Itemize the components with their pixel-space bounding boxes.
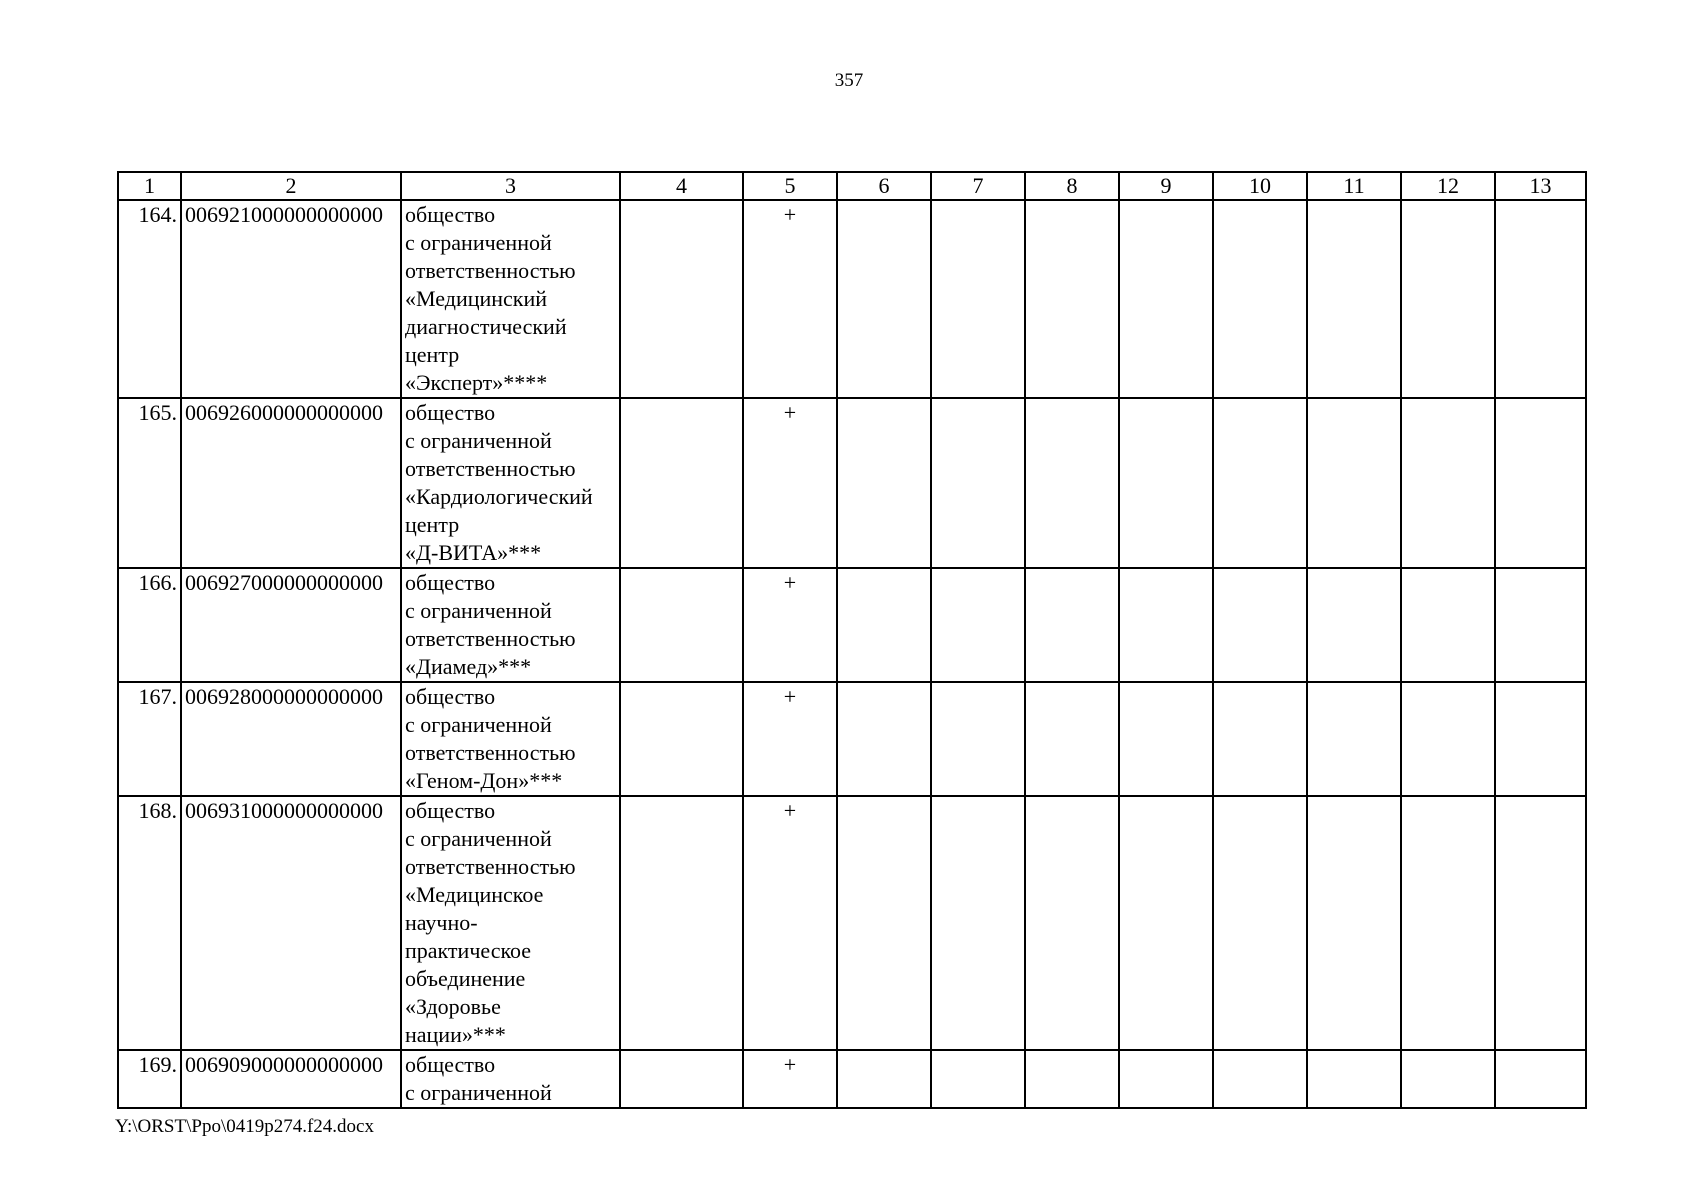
row-name-line: общество: [405, 1052, 496, 1077]
row-col5-mark-cell: +: [743, 796, 837, 1050]
table-row: [118, 1050, 1586, 1108]
row-col11-cell: [1307, 568, 1401, 682]
row-col5-mark-cell: +: [743, 682, 837, 796]
row-col9-cell: [1119, 796, 1213, 1050]
row-col7-cell: [931, 682, 1025, 796]
row-col7-cell: [931, 796, 1025, 1050]
header-cell: 7: [931, 172, 1025, 200]
row-name-line: «Медицинский: [405, 286, 548, 311]
header-cell: 3: [401, 172, 620, 200]
row-col4-cell: [620, 1050, 743, 1108]
row-code-cell: 006928000000000000: [181, 682, 401, 796]
data-table: [117, 171, 1587, 1109]
header-cell: 9: [1119, 172, 1213, 200]
row-name-line: «Диамед»***: [405, 654, 532, 679]
row-col4-cell: [620, 398, 743, 568]
row-col4-cell: [620, 200, 743, 398]
row-col11-cell: [1307, 398, 1401, 568]
row-code-cell: 006909000000000000: [181, 1050, 401, 1108]
row-name-line: общество: [405, 798, 496, 823]
row-col9-cell: [1119, 682, 1213, 796]
row-code-cell: 006926000000000000: [181, 398, 401, 568]
header-cell: 6: [837, 172, 931, 200]
header-cell: 10: [1213, 172, 1307, 200]
row-name-line: с ограниченной: [405, 428, 552, 453]
table-row: [118, 398, 1586, 568]
row-col10-cell: [1213, 682, 1307, 796]
row-col8-cell: [1025, 682, 1119, 796]
row-col13-cell: [1495, 1050, 1586, 1108]
row-name-line: ответственностью: [405, 740, 576, 765]
row-col8-cell: [1025, 796, 1119, 1050]
row-name-line: центр: [405, 342, 460, 367]
table-row: [118, 682, 1586, 796]
row-col8-cell: [1025, 1050, 1119, 1108]
row-col8-cell: [1025, 568, 1119, 682]
row-col13-cell: [1495, 796, 1586, 1050]
row-col13-cell: [1495, 568, 1586, 682]
row-col11-cell: [1307, 1050, 1401, 1108]
header-cell: 5: [743, 172, 837, 200]
row-name-line: практическое: [405, 938, 532, 963]
row-col6-cell: [837, 200, 931, 398]
row-name-line: «Здоровье: [405, 994, 501, 1019]
row-col12-cell: [1401, 1050, 1495, 1108]
header-cell: 1: [118, 172, 181, 200]
header-cell: 11: [1307, 172, 1401, 200]
row-col11-cell: [1307, 682, 1401, 796]
header-row: [118, 172, 1586, 200]
row-col13-cell: [1495, 398, 1586, 568]
row-name-cell: [401, 1050, 620, 1108]
row-name-line: «Геном-Дон»***: [405, 768, 563, 793]
header-cell: 2: [181, 172, 401, 200]
table-row: [118, 200, 1586, 398]
row-name-line: с ограниченной: [405, 826, 552, 851]
row-name-line: с ограниченной: [405, 230, 552, 255]
row-name-cell: [401, 200, 620, 398]
row-col12-cell: [1401, 796, 1495, 1050]
row-col4-cell: [620, 682, 743, 796]
row-name-line: «Кардиологический: [405, 484, 593, 509]
header-cell: 12: [1401, 172, 1495, 200]
row-col6-cell: [837, 1050, 931, 1108]
row-code-cell: 006921000000000000: [181, 200, 401, 398]
row-col12-cell: [1401, 398, 1495, 568]
row-name-line: «Медицинское: [405, 882, 544, 907]
row-name-cell: [401, 796, 620, 1050]
row-name-line: общество: [405, 684, 496, 709]
row-name-cell: [401, 398, 620, 568]
header-cell: 8: [1025, 172, 1119, 200]
row-col9-cell: [1119, 568, 1213, 682]
row-col7-cell: [931, 1050, 1025, 1108]
row-col6-cell: [837, 398, 931, 568]
row-name-cell: [401, 568, 620, 682]
row-col7-cell: [931, 200, 1025, 398]
row-name-line: ответственностью: [405, 258, 576, 283]
row-col5-mark-cell: +: [743, 398, 837, 568]
row-col12-cell: [1401, 200, 1495, 398]
table-body: [118, 200, 1586, 1108]
row-name-line: с ограниченной: [405, 712, 552, 737]
row-col10-cell: [1213, 398, 1307, 568]
row-col8-cell: [1025, 200, 1119, 398]
row-number-cell: 168.: [118, 796, 181, 1050]
row-col13-cell: [1495, 200, 1586, 398]
row-name-line: центр: [405, 512, 460, 537]
row-col9-cell: [1119, 398, 1213, 568]
table-container: [117, 171, 1586, 1109]
row-name-line: с ограниченной: [405, 1080, 552, 1105]
row-name-line: общество: [405, 570, 496, 595]
header-cell: 4: [620, 172, 743, 200]
row-name-line: диагностический: [405, 314, 567, 339]
table-row: [118, 796, 1586, 1050]
row-col10-cell: [1213, 200, 1307, 398]
row-name-line: объединение: [405, 966, 526, 991]
row-col12-cell: [1401, 682, 1495, 796]
row-col8-cell: [1025, 398, 1119, 568]
row-number-cell: 166.: [118, 568, 181, 682]
row-col10-cell: [1213, 1050, 1307, 1108]
row-name-line: общество: [405, 400, 496, 425]
row-col11-cell: [1307, 200, 1401, 398]
row-name-line: «Д-ВИТА»***: [405, 540, 542, 565]
row-col7-cell: [931, 568, 1025, 682]
row-number-cell: 165.: [118, 398, 181, 568]
row-name-line: общество: [405, 202, 496, 227]
row-name-line: с ограниченной: [405, 598, 552, 623]
row-col10-cell: [1213, 568, 1307, 682]
table-row: [118, 568, 1586, 682]
row-name-line: ответственностью: [405, 456, 576, 481]
row-col4-cell: [620, 796, 743, 1050]
footer-file-path: Y:\ORST\Ppo\0419p274.f24.docx: [115, 1116, 374, 1137]
row-col11-cell: [1307, 796, 1401, 1050]
row-number-cell: 164.: [118, 200, 181, 398]
row-col5-mark-cell: +: [743, 568, 837, 682]
row-col9-cell: [1119, 200, 1213, 398]
row-name-line: «Эксперт»****: [405, 370, 548, 395]
row-name-line: ответственностью: [405, 626, 576, 651]
row-number-cell: 169.: [118, 1050, 181, 1108]
row-col6-cell: [837, 796, 931, 1050]
row-col6-cell: [837, 568, 931, 682]
row-col10-cell: [1213, 796, 1307, 1050]
row-col13-cell: [1495, 682, 1586, 796]
row-name-line: научно-: [405, 910, 478, 935]
row-col5-mark-cell: +: [743, 1050, 837, 1108]
row-number-cell: 167.: [118, 682, 181, 796]
row-col5-mark-cell: +: [743, 200, 837, 398]
row-col4-cell: [620, 568, 743, 682]
row-code-cell: 006931000000000000: [181, 796, 401, 1050]
row-col9-cell: [1119, 1050, 1213, 1108]
row-code-cell: 006927000000000000: [181, 568, 401, 682]
row-col12-cell: [1401, 568, 1495, 682]
row-name-line: ответственностью: [405, 854, 576, 879]
row-name-line: нации»***: [405, 1022, 506, 1047]
page-number: 357: [834, 70, 864, 91]
row-col7-cell: [931, 398, 1025, 568]
header-cell: 13: [1495, 172, 1586, 200]
row-col6-cell: [837, 682, 931, 796]
row-name-cell: [401, 682, 620, 796]
